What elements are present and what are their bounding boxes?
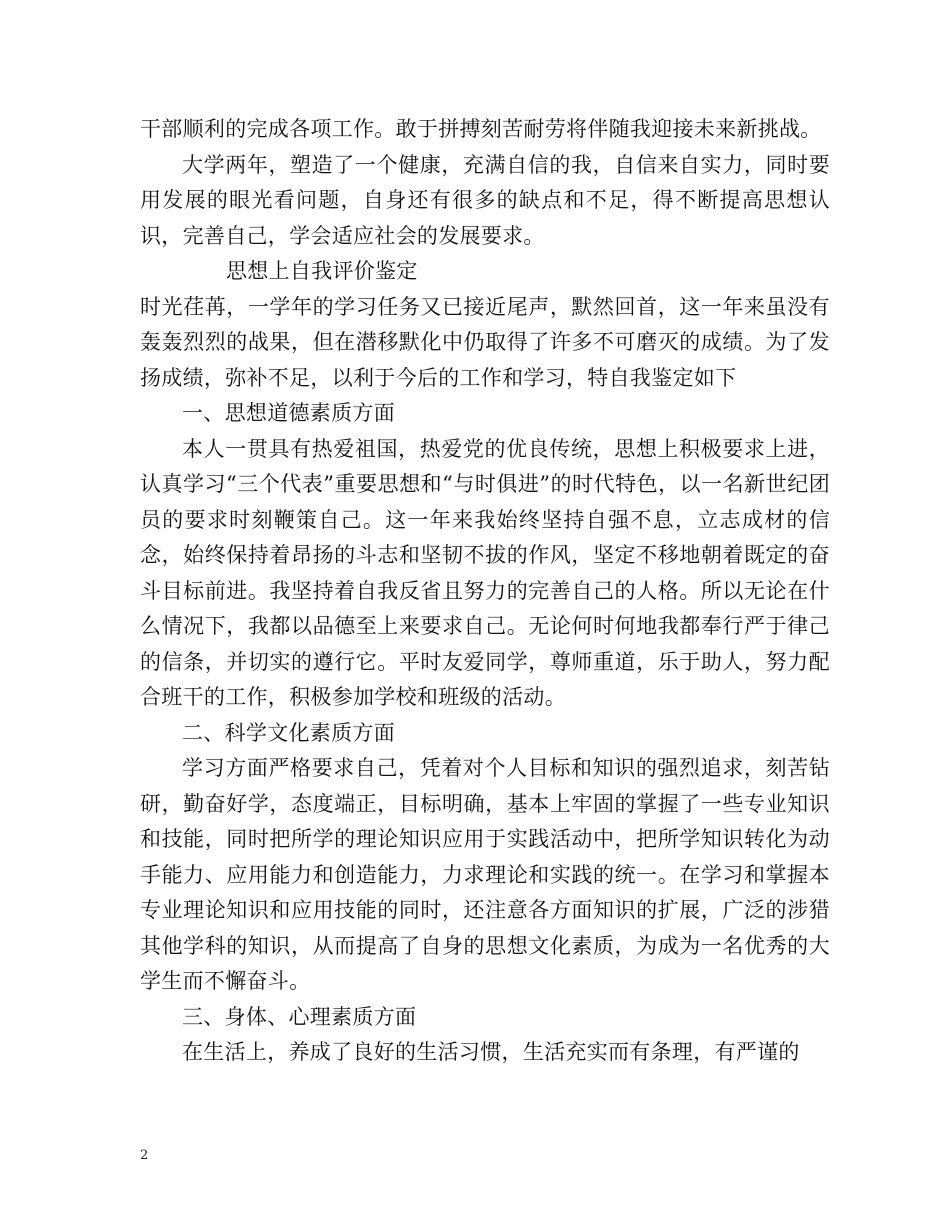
- paragraph-science-culture: 学习方面严格要求自己，凭着对个人目标和知识的强烈追求，刻苦钻研，勤奋好学，态度端正，目标明确，基本上牢固的掌握了一些专业知识和技能，同时把所学的理论知识应用于实践活动中，把所学知识转化为动手能力、应用能力和创造能力，力求理论和实践的统一。在学习和掌握本专业理论知识和应用技能的同时，还注意各方面知识的扩展，广泛的涉猎其他学科的知识，从而提高了自身的思想文化素质，为成为一名优秀的大学生而不懈奋斗。: [140, 756, 830, 993]
- heading-science-culture: 二、科学文化素质方面: [182, 720, 395, 745]
- section-title: 思想上自我评价鉴定: [226, 259, 418, 283]
- paragraph-moral-quality: 本人一贯具有热爱祖国，热爱党的优良传统，思想上积极要求上进，认真学习“三个代表”重要思想和“与时俱进”的时代特色，以一名新世纪团员的要求时刻鞭策自己。这一年来我始终坚持自强不息，立志成材的信念，始终保持着昂扬的斗志和坚韧不拔的作风，坚定不移地朝着既定的奋斗目标前进。我坚持着自我反省且努力的完善自己的人格。所以无论在什么情况下，我都以品德至上来要求自己。无论何时何地我都奉行严于律己的信条，并切实的遵行它。平时友爱同学，尊师重道，乐于助人，努力配合班干的工作，积极参加学校和班级的活动。: [140, 436, 830, 709]
- paragraph-two-years: 大学两年，塑造了一个健康，充满自信的我，自信来自实力，同时要用发展的眼光看问题，自身还有很多的缺点和不足，得不断提高思想认识，完善自己，学会适应社会的发展要求。: [140, 152, 830, 248]
- paragraph-continuation: 干部顺利的完成各项工作。敢于拼搏刻苦耐劳将伴随我迎接未来新挑战。: [140, 117, 822, 141]
- page-number: 2: [140, 1148, 149, 1163]
- heading-moral-quality: 一、思想道德素质方面: [182, 401, 395, 425]
- paragraph-body-mind: 在生活上，养成了良好的生活习惯，生活充实而有条理，有严谨的: [182, 1040, 800, 1064]
- paragraph-intro: 时光荏苒，一学年的学习任务又已接近尾声，默然回首，这一年来虽没有轰轰烈烈的战果，但在潜移默化中仍取得了许多不可磨灭的成绩。为了发扬成绩，弥补不足，以利于今后的工作和学习，特自我鉴定如下: [140, 294, 830, 390]
- heading-body-mind: 三、身体、心理素质方面: [182, 1004, 417, 1029]
- document-body: [140, 112, 830, 1071]
